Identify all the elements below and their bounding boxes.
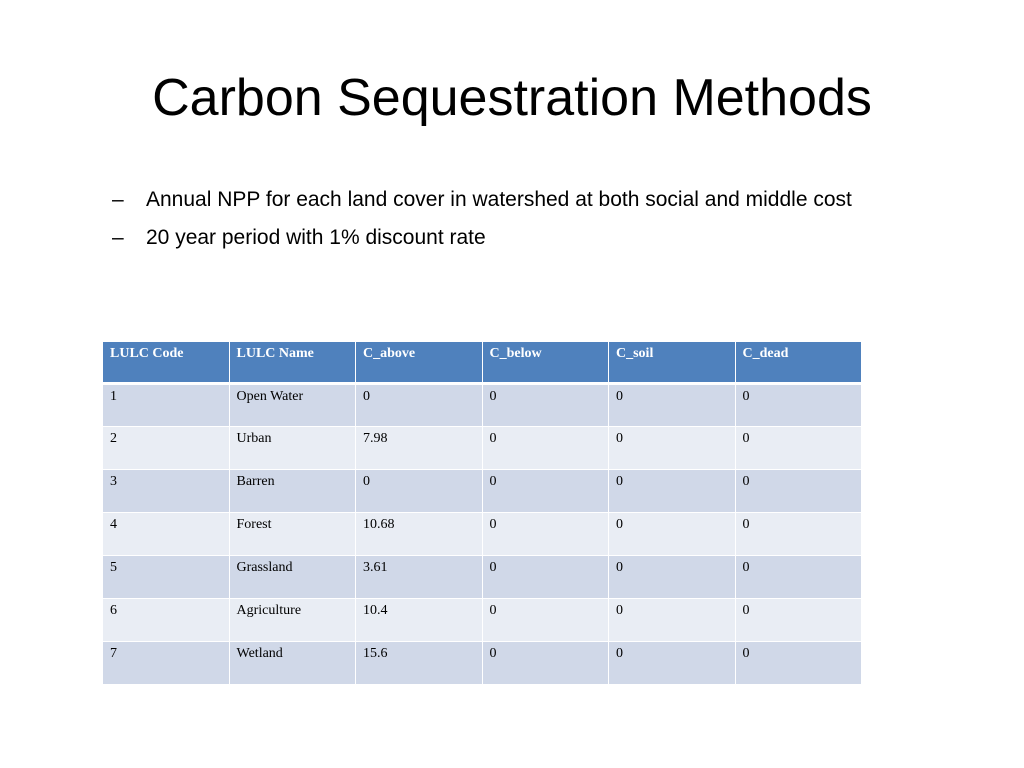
header-c-above: C_above xyxy=(356,342,483,384)
table-header-row xyxy=(103,342,862,384)
table-cell: 7 xyxy=(103,642,230,685)
table-cell: 0 xyxy=(482,513,609,556)
table-cell: 0 xyxy=(735,556,862,599)
header-lulc-name: LULC Name xyxy=(229,342,356,384)
table-cell: 0 xyxy=(609,642,736,685)
table-cell: 5 xyxy=(103,556,230,599)
bullet-marker: – xyxy=(112,226,124,249)
table-cell: Wetland xyxy=(229,642,356,685)
table-cell: 3.61 xyxy=(356,556,483,599)
table-cell: Open Water xyxy=(229,384,356,427)
table-row xyxy=(103,470,862,513)
bullet-item xyxy=(112,184,992,222)
table-row xyxy=(103,513,862,556)
table-row xyxy=(103,384,862,427)
header-c-below: C_below xyxy=(482,342,609,384)
table-cell: 7.98 xyxy=(356,427,483,470)
table-cell: 10.4 xyxy=(356,599,483,642)
table-cell: 0 xyxy=(482,642,609,685)
table-cell: 6 xyxy=(103,599,230,642)
table-cell: 0 xyxy=(609,384,736,427)
table-cell: 0 xyxy=(609,470,736,513)
table-cell: 0 xyxy=(735,427,862,470)
table-cell: 0 xyxy=(356,384,483,427)
table-cell: 4 xyxy=(103,513,230,556)
table-cell: 2 xyxy=(103,427,230,470)
header-lulc-code: LULC Code xyxy=(103,342,230,384)
table-cell: 3 xyxy=(103,470,230,513)
table-cell: 0 xyxy=(482,427,609,470)
table-cell: Forest xyxy=(229,513,356,556)
table-cell: Agriculture xyxy=(229,599,356,642)
table-row xyxy=(103,427,862,470)
table-cell: 0 xyxy=(482,556,609,599)
table-cell: 0 xyxy=(609,513,736,556)
bullet-list xyxy=(112,184,992,260)
table-cell: 0 xyxy=(735,513,862,556)
table-cell: Barren xyxy=(229,470,356,513)
header-c-dead: C_dead xyxy=(735,342,862,384)
bullet-marker: – xyxy=(112,188,124,211)
table-cell: 0 xyxy=(482,384,609,427)
carbon-table xyxy=(102,341,862,685)
table-cell: 0 xyxy=(735,384,862,427)
table-cell: 0 xyxy=(735,599,862,642)
bullet-text: Annual NPP for each land cover in watershed at both social and middle cost xyxy=(146,188,852,211)
table-cell: 0 xyxy=(609,599,736,642)
table-cell: 0 xyxy=(482,599,609,642)
table-row xyxy=(103,642,862,685)
table-cell: 0 xyxy=(356,470,483,513)
table-cell: 0 xyxy=(735,470,862,513)
table-cell: 1 xyxy=(103,384,230,427)
table-cell: 0 xyxy=(735,642,862,685)
table-row xyxy=(103,556,862,599)
table-cell: 0 xyxy=(609,556,736,599)
table-cell: Urban xyxy=(229,427,356,470)
slide-title: Carbon Sequestration Methods xyxy=(152,69,872,127)
table-cell: 0 xyxy=(482,470,609,513)
header-c-soil: C_soil xyxy=(609,342,736,384)
table-cell: 10.68 xyxy=(356,513,483,556)
bullet-item xyxy=(112,222,992,260)
table-row xyxy=(103,599,862,642)
table-cell: Grassland xyxy=(229,556,356,599)
bullet-text: 20 year period with 1% discount rate xyxy=(146,226,486,249)
table-cell: 0 xyxy=(609,427,736,470)
table-cell: 15.6 xyxy=(356,642,483,685)
